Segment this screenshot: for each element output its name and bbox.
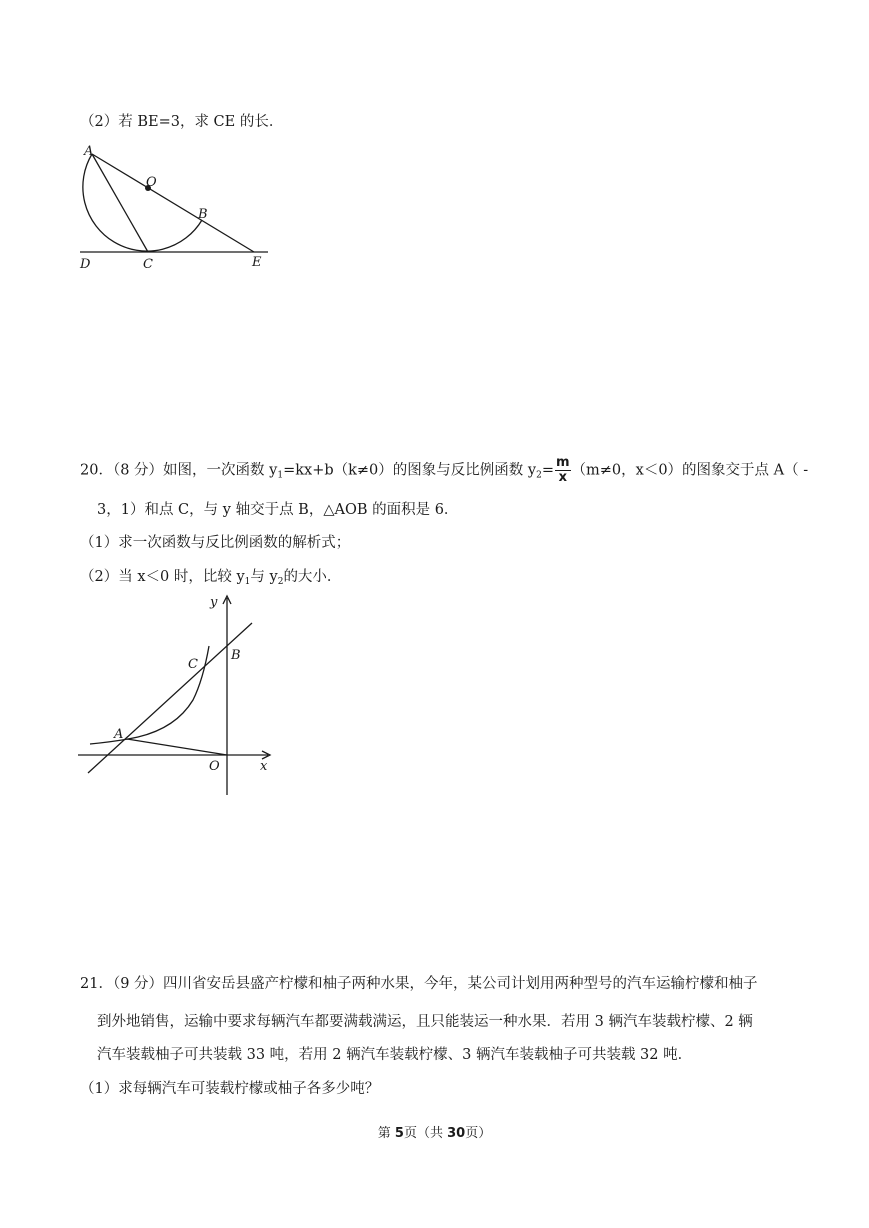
q20-text-d: （m≠0，x＜0）的图象交于点 A（ -: [571, 462, 809, 479]
q20-text-b: =kx+b（k≠0）的图象与反比例函数 y: [283, 462, 537, 479]
label-d: D: [80, 257, 91, 272]
label-a: A: [114, 727, 124, 742]
fraction-numerator: m: [555, 455, 570, 470]
q20-part1: （1）求一次函数与反比例函数的解析式；: [80, 535, 351, 551]
fraction-denominator: x: [558, 470, 567, 485]
label-o: O: [146, 175, 157, 190]
label-e: E: [252, 255, 262, 270]
label-c: C: [143, 257, 153, 272]
footer-suffix: 页）: [465, 1126, 492, 1141]
q21-stem-line2: 到外地销售，运输中要求每辆汽车都要满载满运，且只能装运一种水果．若用 3 辆汽车装载柠檬、2 辆: [97, 1014, 753, 1030]
label-a: A: [84, 144, 94, 159]
q20-text-a: 20．（8 分）如图，一次函数 y: [80, 462, 278, 479]
q20-stem-line2: 3，1）和点 C，与 y 轴交于点 B，△AOB 的面积是 6．: [97, 502, 459, 518]
footer-page-number: 5: [394, 1126, 404, 1141]
q19-part2: （2）若 BE=3，求 CE 的长．: [80, 114, 284, 130]
footer-mid: 页（共: [403, 1126, 448, 1141]
segment-ao: [127, 739, 227, 755]
q20-part2-sub-1: 1: [244, 577, 251, 587]
q20-sub-1: 1: [277, 470, 284, 481]
q21-part1: （1）求每辆汽车可装载柠檬或柚子各多少吨？: [80, 1081, 380, 1097]
q20-text-c: =: [541, 462, 554, 479]
label-c: C: [188, 657, 198, 672]
q20-part2-text-c: 的大小．: [283, 569, 342, 585]
footer-prefix: 第: [377, 1126, 395, 1141]
q21-stem-line1: 21．（9 分）四川省安岳县盛产柠檬和柚子两种水果，今年，某公司计划用两种型号的汽车运输柠檬和柚子: [80, 976, 758, 992]
footer-total-pages: 30: [447, 1126, 466, 1141]
page-footer: [0, 1122, 869, 1141]
label-y: y: [210, 595, 218, 610]
q20-part2-text-b: 与 y: [250, 569, 278, 585]
label-b: B: [231, 648, 241, 663]
label-b: B: [198, 207, 208, 222]
q20-part2-sub-2: 2: [277, 577, 284, 587]
q20-part2-text-a: （2）当 x＜0 时，比较 y: [80, 569, 245, 585]
label-x: x: [260, 759, 268, 774]
q21-stem-line3: 汽车装载柚子可共装载 33 吨，若用 2 辆汽车装载柠檬、3 辆汽车装载柚子可共装载 32 吨．: [97, 1047, 693, 1063]
q20-sub-2: 2: [536, 470, 542, 481]
label-o: O: [209, 759, 220, 774]
